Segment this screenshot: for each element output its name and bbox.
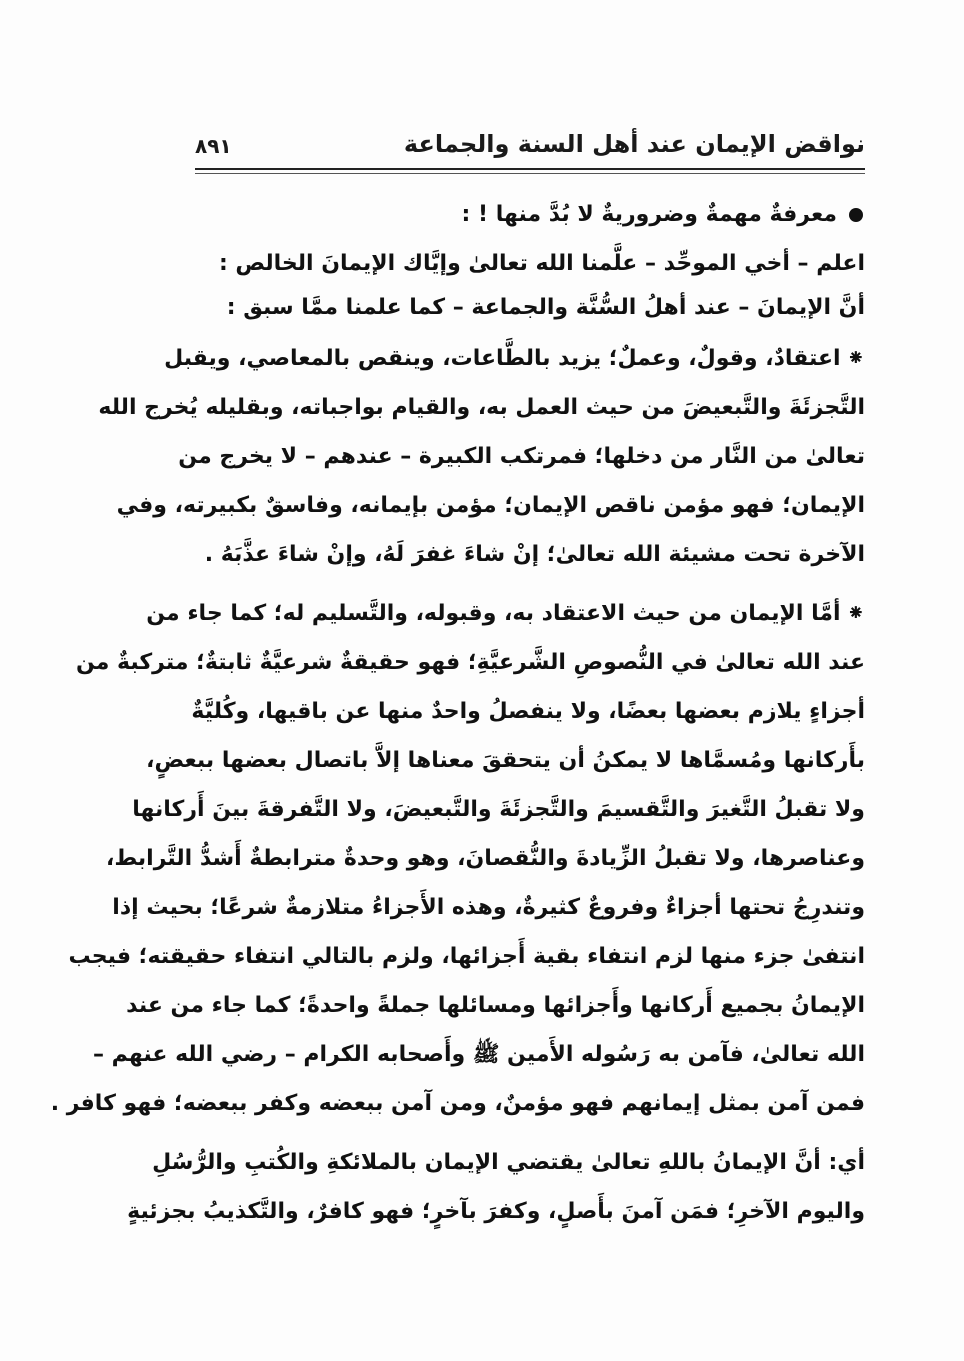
- paragraph-line: [164, 334, 865, 383]
- bullet-dot-icon: [849, 208, 863, 222]
- paragraph-line: الآخرة تحت مشيئة الله تعالىٰ؛ إنْ شاءَ غفرَ لَهُ، وإنْ شاءَ عذَّبَهُ .: [204, 542, 865, 567]
- paragraph-line: أي: أنَّ الإيمانُ باللهِ تعالىٰ يقتضي الإيمان بالملائكةِ والكُتبِ والرُّسُلِ: [152, 1150, 865, 1175]
- paragraph-line: انتفىٰ جزء منها لزم انتفاء بقية أَجزائها، ولزم بالتالي انتفاء حقيقته؛ فيجب: [68, 944, 865, 969]
- intro-line: أنَّ الإيمانَ – عند أهلُ السُّنَّة والجماعة – كما علمنا ممَّا سبق :: [226, 295, 865, 320]
- paragraph-line: أجزاءٍ يلازم بعضها بعضًا، ولا ينفصلُ واحدٌ منها عن باقيها، وكُليَّةٌ: [191, 699, 865, 724]
- paragraph-line: [146, 589, 865, 638]
- paragraph-belief-reality: [50, 589, 865, 1128]
- paragraph-gap: [195, 1128, 865, 1134]
- paragraph-line: الإيمان؛ فهو مؤمن ناقص الإيمان؛ مؤمن بإيمانه، وفاسقٌ بكبيرته، وفي: [116, 493, 865, 518]
- header-rule-thin: [195, 173, 865, 174]
- paragraph-line: بأَركانها ومُسمَّاها لا يمكنُ أن يتحققَ معناها إلاَّ باتصال بعضها ببعضٍ،: [146, 748, 865, 773]
- page-number: ٨٩١: [195, 134, 232, 158]
- paragraph-line: التَّجزئَةَ والتَّبعيضَ من حيث العمل به، والقيام بواجباته، وبقليله يُخرج الله: [98, 395, 865, 420]
- paragraph-line: تعالىٰ من النَّار من دخلها؛ فمرتكب الكبيرة – عندهم – لا يخرج من: [178, 444, 865, 469]
- paragraph-line-text: اعتقادٌ، وقولٌ، وعملٌ؛ يزيد بالطَّاعات، وينقص بالمعاصي، ويقبل: [164, 346, 841, 371]
- section-heading-text: معرفةٌ مهمةٌ وضروريةٌ لا بُدَّ منها ! :: [461, 202, 837, 227]
- paragraph-line: وعناصرها، ولا تقبلُ الزِّيادةَ والنُّقصانَ، وهو وحدةٌ مترابطةٌ أَشدُّ التَّرابط،: [106, 846, 865, 871]
- paragraph-implications: [127, 1138, 865, 1236]
- paragraph-gap: [195, 579, 865, 585]
- asterism-icon: ⁕: [846, 601, 865, 626]
- paragraph-line-text: أمَّا الإيمان من حيث الاعتقاد به، وقبوله، والتَّسليم له؛ كما جاء من: [146, 601, 841, 626]
- paragraph-line: ولا تقبلُ التَّغيرَ والتَّقسيمَ والتَّجزئَةَ والتَّبعيضَ، ولا التَّفرقةَ بينَ أَركانها: [132, 797, 865, 822]
- book-title: نواقض الإيمان عند أهل السنة والجماعة: [403, 130, 865, 158]
- asterism-icon: ⁕: [846, 346, 865, 371]
- paragraph-line: واليوم الآخرِ؛ فمَن آمنَ بأَصلٍ، وكفرَ بآخرٍ؛ فهو كافرٌ، والتَّكذيبُ بجزئيةٍ: [127, 1199, 865, 1224]
- paragraph-line: الله تعالىٰ، فآمن به رَسُوله الأَمين ﷺ وأَصحابه الكرام – رضي الله عنهم –: [92, 1042, 865, 1067]
- paragraph-line: وتندرِجُ تحتها أجزاءٌ وفروعٌ كثيرةٌ، وهذه الأَجزاءُ متلازمةٌ شرعًا؛ بحيث إذا: [112, 895, 865, 920]
- paragraph-line: الإيمانُ بجميع أَركانها وأَجزائها ومسائلها جملةً واحدةً؛ كما جاء من عند: [126, 993, 865, 1018]
- body-text: [50, 188, 865, 1236]
- intro-line: اعلم – أخي الموحِّد – علَّمنا الله تعالىٰ وإيَّاك الإيمانَ الخالص :: [218, 251, 865, 276]
- running-header: [195, 128, 865, 168]
- section-heading: [195, 188, 865, 242]
- paragraph-line: عند الله تعالىٰ في النُّصوصِ الشَّرعيَّةِ؛ فهو حقيقةٌ شرعيَّةٌ ثابتةٌ؛ متركبةٌ من: [75, 650, 865, 675]
- header-rule-thick: [195, 168, 865, 170]
- paragraph-creed-definition: [98, 334, 865, 579]
- paragraph-line: فمن آمن بمثل إيمانهم فهو مؤمنٌ، ومن آمن ببعضه وكفر ببعضه؛ فهو كافر .: [50, 1091, 865, 1116]
